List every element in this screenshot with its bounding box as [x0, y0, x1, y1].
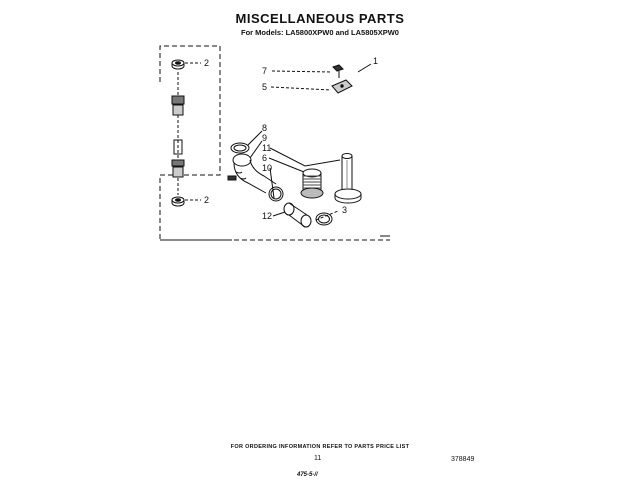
- document-part-number: 378849: [451, 456, 475, 463]
- leader-7: [272, 71, 332, 72]
- o-ring-8: [231, 143, 249, 153]
- elbow-hose-9: [228, 154, 276, 193]
- leader-9: [250, 141, 262, 158]
- agitator-post-11: [335, 154, 361, 204]
- leader-5: [271, 87, 331, 90]
- page-number: 11: [314, 455, 322, 462]
- models-subtitle: For Models: LA5800XPW0 and LA5805XPW0: [241, 28, 399, 37]
- clamp-10: [269, 187, 283, 201]
- bracket-5: [332, 80, 352, 93]
- callout-10: 10: [262, 163, 273, 173]
- callout-5: 5: [262, 82, 268, 92]
- callout-9: 9: [262, 133, 268, 143]
- leader-8: [248, 131, 262, 145]
- callout-11: 11: [262, 143, 272, 153]
- leader-6: [269, 158, 304, 172]
- callout-12: 12: [262, 211, 273, 221]
- vertical-hose-assembly: [172, 72, 184, 195]
- leader-11: [270, 148, 340, 166]
- spring-6: [301, 169, 323, 198]
- callout-1: 1: [373, 56, 379, 66]
- callout-8: 8: [262, 123, 268, 133]
- left-bracket-frame: [160, 46, 390, 240]
- callout-2-bottom: 2: [204, 195, 210, 205]
- page-title: MISCELLANEOUS PARTS: [235, 11, 405, 26]
- grommet-bottom: [172, 197, 184, 206]
- grommet-top: [172, 60, 184, 69]
- straight-hose-12: [284, 203, 311, 227]
- ordering-note: FOR ORDERING INFORMATION REFER TO PARTS PRICE LIST: [230, 444, 410, 450]
- callout-6: 6: [262, 153, 268, 163]
- document-code: 475-5-//: [297, 472, 318, 478]
- callout-7: 7: [262, 66, 268, 76]
- clamp-3: [316, 213, 332, 225]
- callout-3: 3: [342, 205, 348, 215]
- callout-2-top: 2: [204, 58, 210, 68]
- leader-1: [358, 64, 371, 72]
- screw-7: [333, 65, 343, 78]
